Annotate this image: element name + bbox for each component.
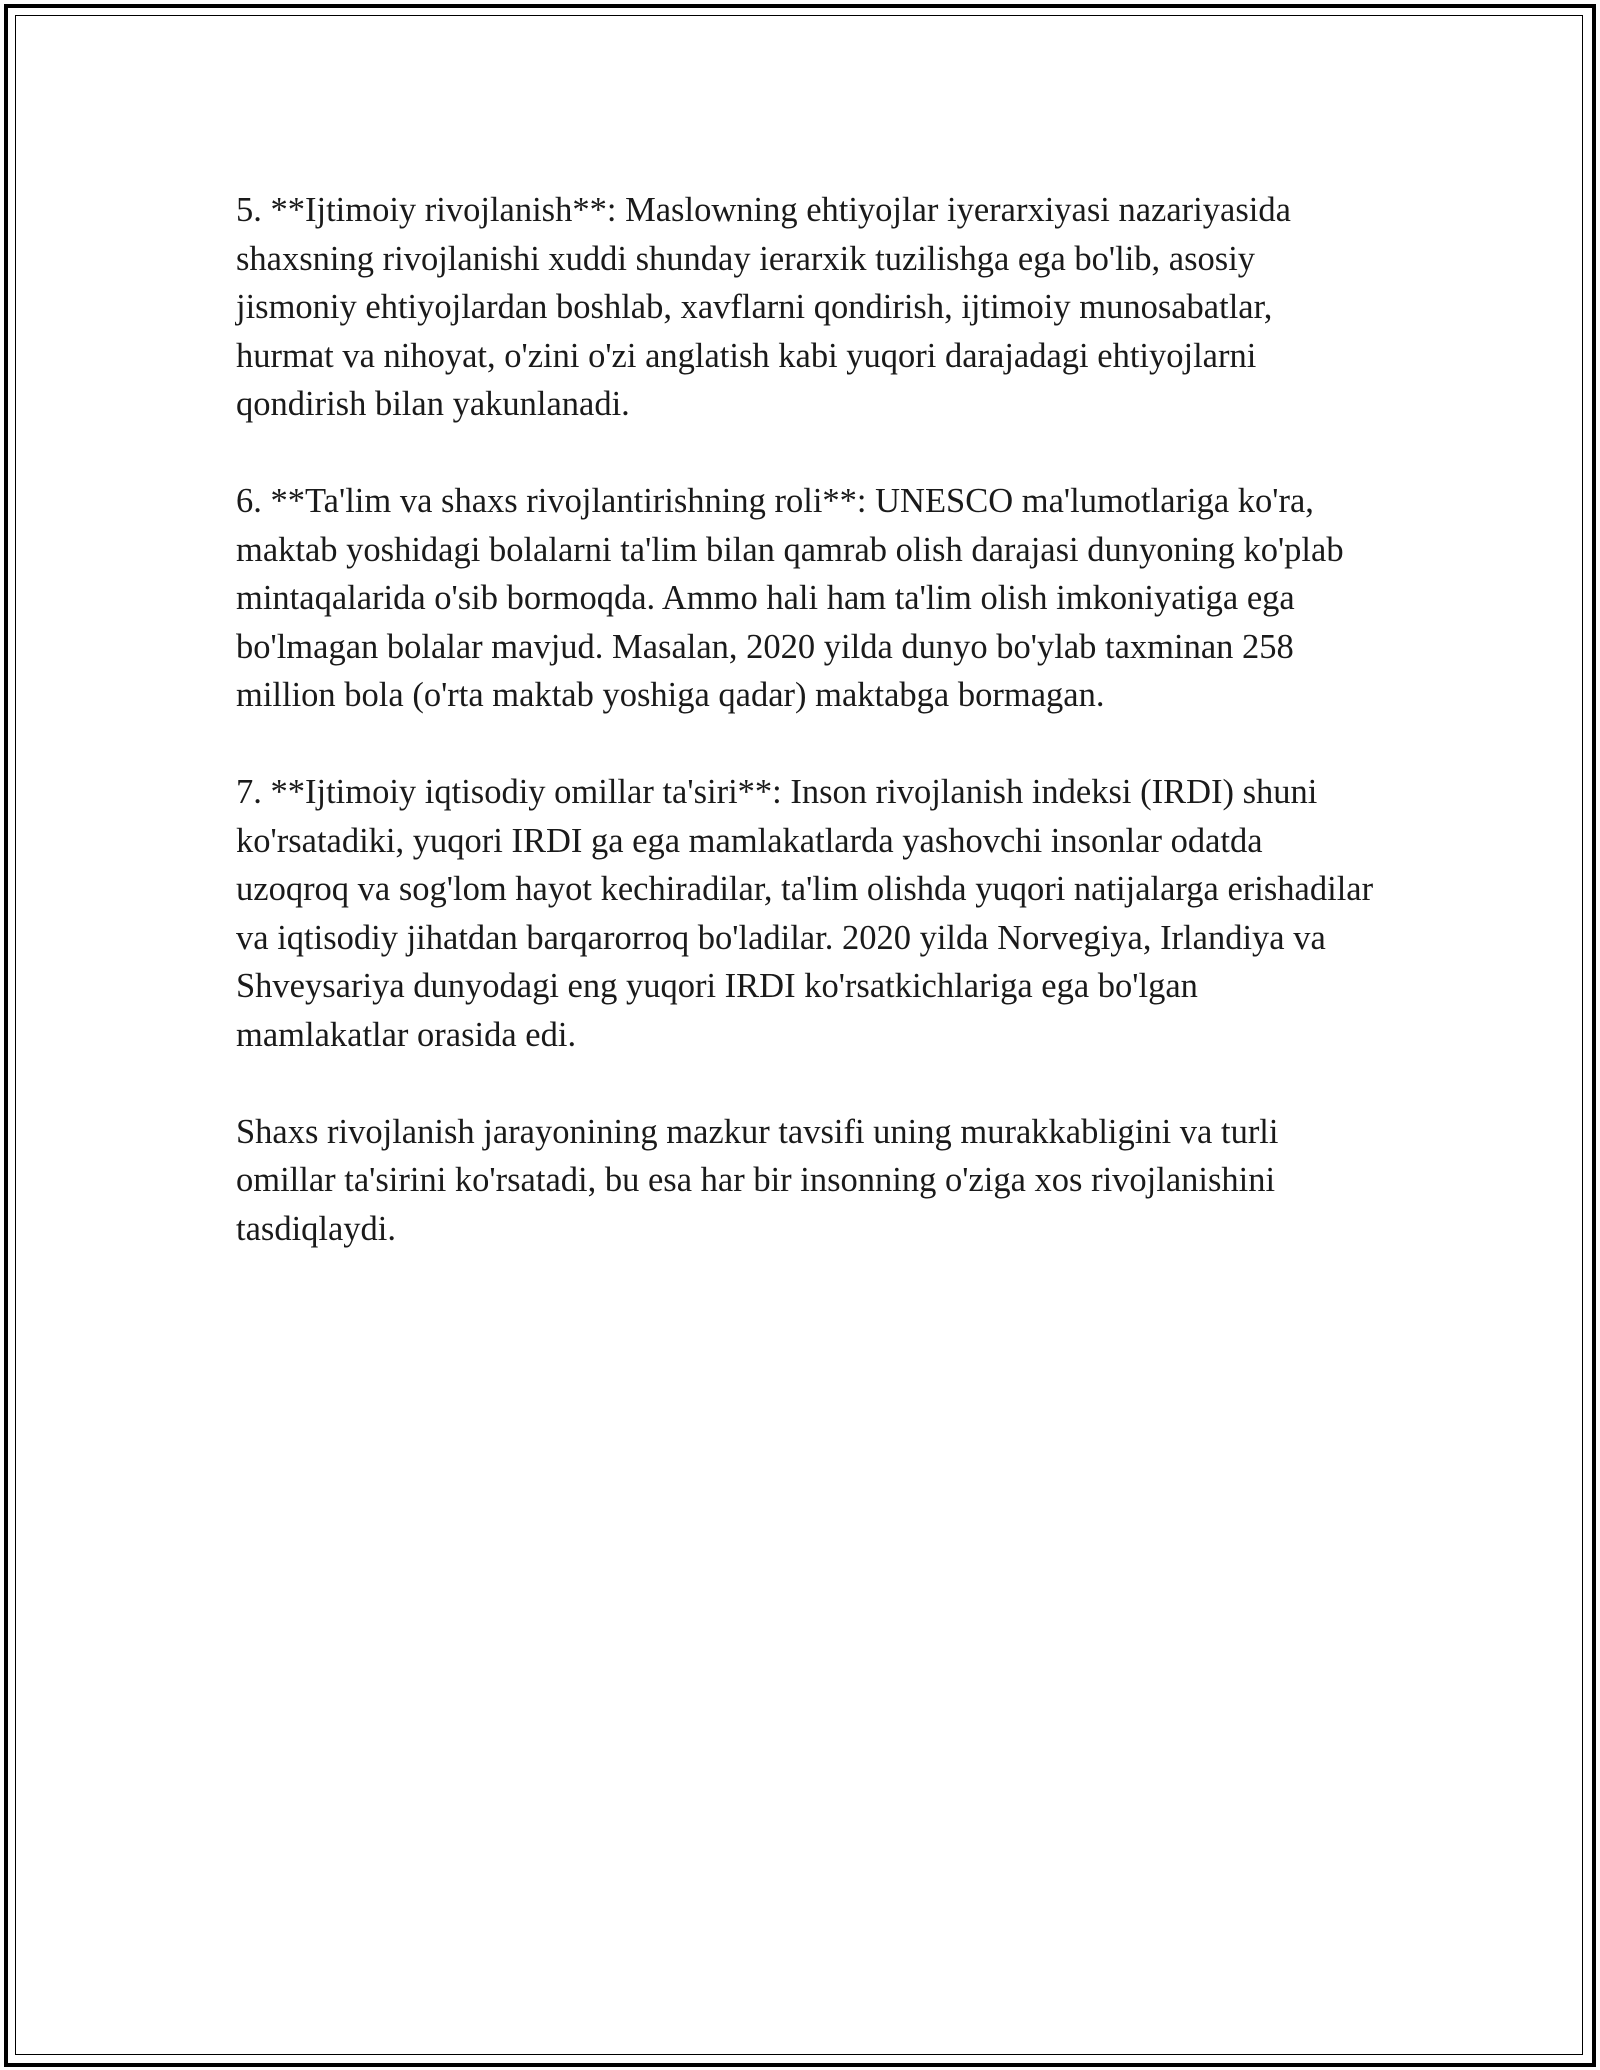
paragraph-socioeconomic-factors: 7. **Ijtimoiy iqtisodiy omillar ta'siri**: Inson rivojlanish indeksi (IRDI) shuni ko'rsatadiki, yuqori IRDI ga ega mamlakatlarda yashovchi insonlar odatda uzoqroq va sog'lom hayot kechiradilar, ta'lim olishda yuqori natijalarga erishadilar va iqtisodiy jihatdan barqarorroq bo'ladilar. 2020 yilda Norvegiya, Irlandiya va Shveysariya dunyodagi eng yuqori IRDI ko'rsatkichlariga ega bo'lgan mamlakatlar orasida edi.: [236, 773, 1374, 1054]
paragraph-social-development: 5. **Ijtimoiy rivojlanish**: Maslowning ehtiyojlar iyerarxiyasi nazariyasida shaxsning rivojlanishi xuddi shunday ierarxik tuzilishga ega bo'lib, asosiy jismoniy ehtiyojlardan boshlab, xavflarni qondirish, ijtimoiy munosabatlar, hurmat va nihoyat, o'zini o'zi anglatish kabi yuqori darajadagi ehtiyojlarni qondirish bilan yakunlanadi.: [236, 191, 1291, 423]
paragraph-conclusion: Shaxs rivojlanish jarayonining mazkur tavsifi uning murakkabligini va turli omillar ta'sirini ko'rsatadi, bu esa har bir insonning o'ziga xos rivojlanishini tasdiqlaydi.: [236, 1112, 1279, 1248]
document-body: [236, 186, 1376, 1302]
paragraph-education-role: 6. **Ta'lim va shaxs rivojlantirishning roli**: UNESCO ma'lumotlariga ko'ra, maktab yoshidagi bolalarni ta'lim bilan qamrab olish darajasi dunyoning ko'plab mintaqalarida o'sib bormoqda. Ammo hali ham ta'lim olish imkoniyatiga ega bo'lmagan bolalar mavjud. Masalan, 2020 yilda dunyo bo'ylab taxminan 258 million bola (o'rta maktab yoshiga qadar) maktabga bormagan.: [236, 482, 1344, 714]
